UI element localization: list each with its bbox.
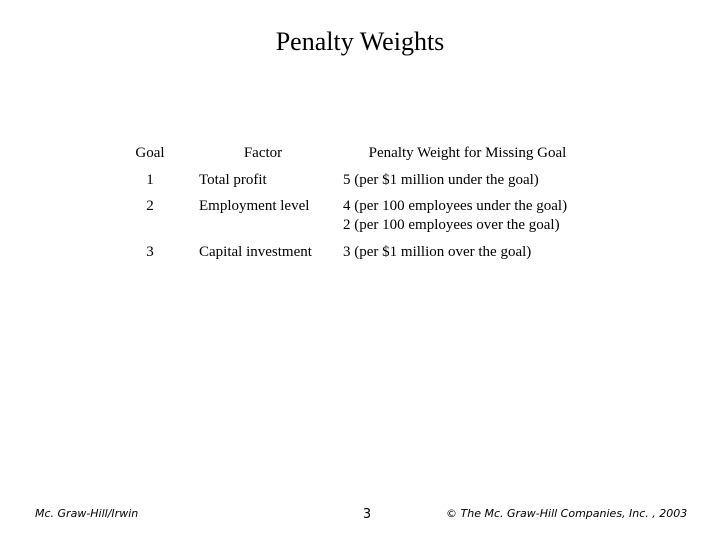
row-3-goal: 3 — [146, 244, 154, 260]
header-penalty-weight: Penalty Weight for Missing Goal — [368, 145, 567, 161]
row-3-penalty: 3 (per $1 million over the goal) — [343, 244, 532, 260]
row-1-penalty: 5 (per $1 million under the goal) — [343, 172, 539, 188]
row-2-penalty-under: 4 (per 100 employees under the goal) — [343, 198, 568, 214]
footer-copyright: © The Mc. Graw-Hill Companies, Inc. , 2003 — [446, 507, 688, 520]
footer-page-number: 3 — [362, 507, 372, 522]
row-1-goal: 1 — [146, 172, 154, 188]
row-3-factor: Capital investment — [199, 244, 312, 260]
footer-publisher: Mc. Graw-Hill/Irwin — [35, 507, 139, 520]
row-2-factor: Employment level — [199, 198, 310, 214]
header-goal: Goal — [135, 145, 165, 161]
header-factor: Factor — [243, 145, 283, 161]
row-2-goal: 2 — [146, 198, 154, 214]
row-2-penalty-over: 2 (per 100 employees over the goal) — [343, 217, 560, 233]
slide-title: Penalty Weights — [275, 27, 445, 56]
row-1-factor: Total profit — [199, 172, 267, 188]
